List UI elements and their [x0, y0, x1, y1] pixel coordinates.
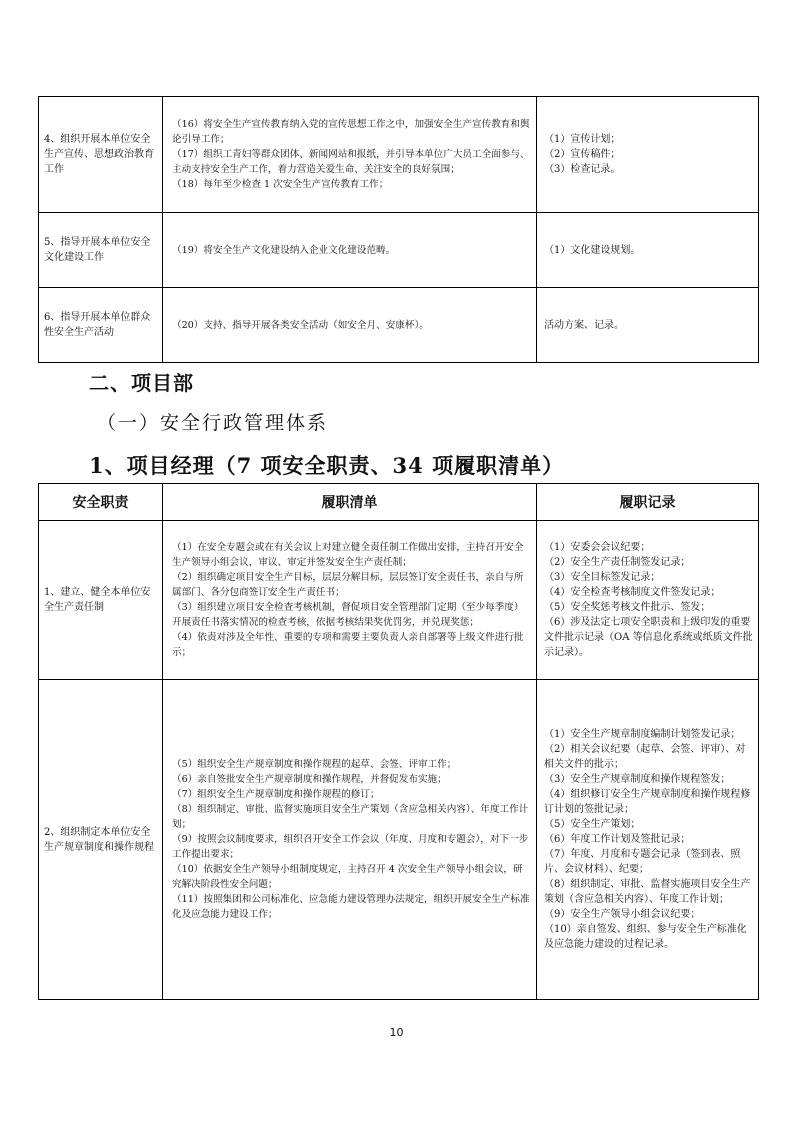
duty-text: 4、组织开展本单位安全生产宣传、思想政治教育工作: [44, 134, 154, 175]
record-item: （10）亲自签发、组织、参与安全生产标准化及应急能力建设的过程记录。: [544, 924, 747, 950]
checklist-item: （20）支持、指导开展各类安全活动（如安全月、安康杯）。: [172, 319, 429, 331]
record-item: （1）文化建设规划。: [544, 244, 641, 256]
record-item: （1）安委会会议纪要；: [544, 542, 651, 553]
checklist-item: （19）将安全生产文化建设纳入企业文化建设范畴。: [172, 244, 396, 256]
checklist-item: （9）按照会议制度要求，组织召开安全工作会议（年度、月度和专题会），对下一步工作提出要求；: [172, 834, 529, 860]
duty-cell: [39, 680, 163, 1000]
duty-text: 2、组织制定本单位安全生产规章制度和操作规程: [44, 826, 154, 853]
table-row: [39, 288, 759, 363]
record-item: （7）年度、月度和专题会记录（签到表、照片、会议材料）、纪要；: [544, 849, 741, 875]
column-header-checklist: 履职清单: [163, 484, 537, 521]
column-header-duty: 安全职责: [39, 484, 163, 521]
table-header-row: [39, 484, 759, 521]
record-cell: [537, 213, 759, 288]
table-row: [39, 213, 759, 288]
record-item: 活动方案、记录。: [544, 319, 624, 331]
record-item: （2）相关会议纪要（起草、会签、评审）、对相关文件的批示；: [544, 744, 746, 770]
table-row: [39, 521, 759, 680]
role-heading: 1、项目经理（7 项安全职责、34 项履职清单）: [89, 453, 565, 478]
record-item: （4）组织修订安全生产规章制度和操作规程修订计划的签批记录；: [544, 789, 751, 815]
duty-text: 6、指导开展本单位群众性安全生产活动: [44, 312, 151, 338]
duty-table-continued: [38, 96, 759, 363]
section-heading: 二、项目部: [89, 371, 194, 395]
checklist-item: （5）组织安全生产规章制度和操作规程的起草、会签、评审工作；: [172, 759, 457, 770]
duty-cell: [39, 521, 163, 680]
checklist-item: （1）在安全专题会或在有关会议上对建立健全责任制工作做出安排，主持召开安全生产领导小组会议，审议、审定并签发安全生产责任制；: [172, 542, 524, 568]
record-item: （4）安全检查考核制度文件签发记录；: [544, 587, 721, 598]
checklist-item: （2）组织确定项目安全生产目标，层层分解目标，层层签订安全责任书，亲自与所属部门、各分包商签订安全生产责任书；: [172, 572, 524, 598]
record-item: （6）涉及法定七项安全职责和上级印发的重要文件批示记录（OA 等信息化系统或纸质文件批示记录）。: [544, 617, 753, 658]
duty-text: 5、指导开展本单位安全文化建设工作: [44, 237, 151, 263]
checklist-item: （8）组织制定、审批、监督实施项目安全生产策划（含应急相关内容）、年度工作计划；: [172, 804, 529, 830]
record-cell: [537, 521, 759, 680]
duty-cell: [39, 213, 163, 288]
record-item: （5）安全生产策划；: [544, 819, 641, 830]
checklist-item: （17）组织工青妇等群众团体、新闻网站和报纸，并引导本单位广大员工全面参与、主动支持安全生产工作，着力营造关爱生命、关注安全的良好氛围；: [172, 149, 530, 175]
column-header-records: 履职记录: [537, 484, 759, 521]
checklist-cell: [163, 213, 537, 288]
table-row: [39, 680, 759, 1000]
record-cell: [537, 97, 759, 213]
checklist-cell: [163, 680, 537, 1000]
record-item: （2）宣传稿件；: [544, 149, 621, 160]
record-item: （9）安全生产领导小组会议纪要；: [544, 909, 701, 920]
record-item: （1）宣传计划；: [544, 134, 621, 145]
subsection-heading: （一）安全行政管理体系: [97, 412, 329, 434]
record-item: （8）组织制定、审批、监督实施项目安全生产策划（含应急相关内容）、年度工作计划；: [544, 879, 751, 905]
record-item: （3）安全生产规章制度和操作规程签发；: [544, 774, 731, 785]
table-row: [39, 97, 759, 213]
checklist-item: （10）依据安全生产领导小组制度规定，主持召开 4 次安全生产领导小组会议，研究解决阶段性安全问题；: [172, 864, 523, 890]
record-item: （3）安全目标签发记录；: [544, 572, 661, 583]
record-cell: [537, 680, 759, 1000]
duty-cell: [39, 288, 163, 363]
duty-table-project-manager: [38, 483, 759, 1000]
page-number: 10: [389, 1026, 404, 1039]
record-item: （5）安全奖惩考核文件批示、签发；: [544, 602, 711, 613]
checklist-item: （18）每年至少检查 1 次安全生产宣传教育工作；: [172, 179, 389, 190]
checklist-cell: [163, 97, 537, 213]
record-cell: [537, 288, 759, 363]
checklist-item: （6）亲自签批安全生产规章制度和操作规程，并督促发布实施；: [172, 774, 447, 785]
record-item: （6）年度工作计划及签批记录；: [544, 834, 691, 845]
checklist-item: （16）将安全生产宣传教育纳入党的宣传思想工作之中，加强安全生产宣传教育和舆论引导工作；: [172, 119, 530, 145]
duty-cell: [39, 97, 163, 213]
checklist-item: （4）依责对涉及全年性、重要的专项和需要主要负责人亲自部署等上级文件进行批示；: [172, 632, 524, 658]
record-item: （1）安全生产规章制度编制计划签发记录；: [544, 729, 741, 740]
checklist-item: （3）组织建立项目安全检查考核机制，督促项目安全管理部门定期（至少每季度）开展责任书落实情况的检查考核，依据考核结果奖优罚劣，并兑现奖惩；: [172, 602, 524, 628]
checklist-cell: [163, 288, 537, 363]
record-item: （3）检查记录。: [544, 164, 621, 175]
checklist-item: （11）按照集团和公司标准化、应急能力建设管理办法规定，组织开展安全生产标准化及应急能力建设工作；: [172, 894, 530, 920]
checklist-item: （7）组织安全生产规章制度和操作规程的修订；: [172, 789, 380, 800]
duty-text: 1、建立、健全本单位安全生产责任制: [44, 587, 151, 613]
checklist-cell: [163, 521, 537, 680]
record-item: （2）安全生产责任制签发记录；: [544, 557, 691, 568]
